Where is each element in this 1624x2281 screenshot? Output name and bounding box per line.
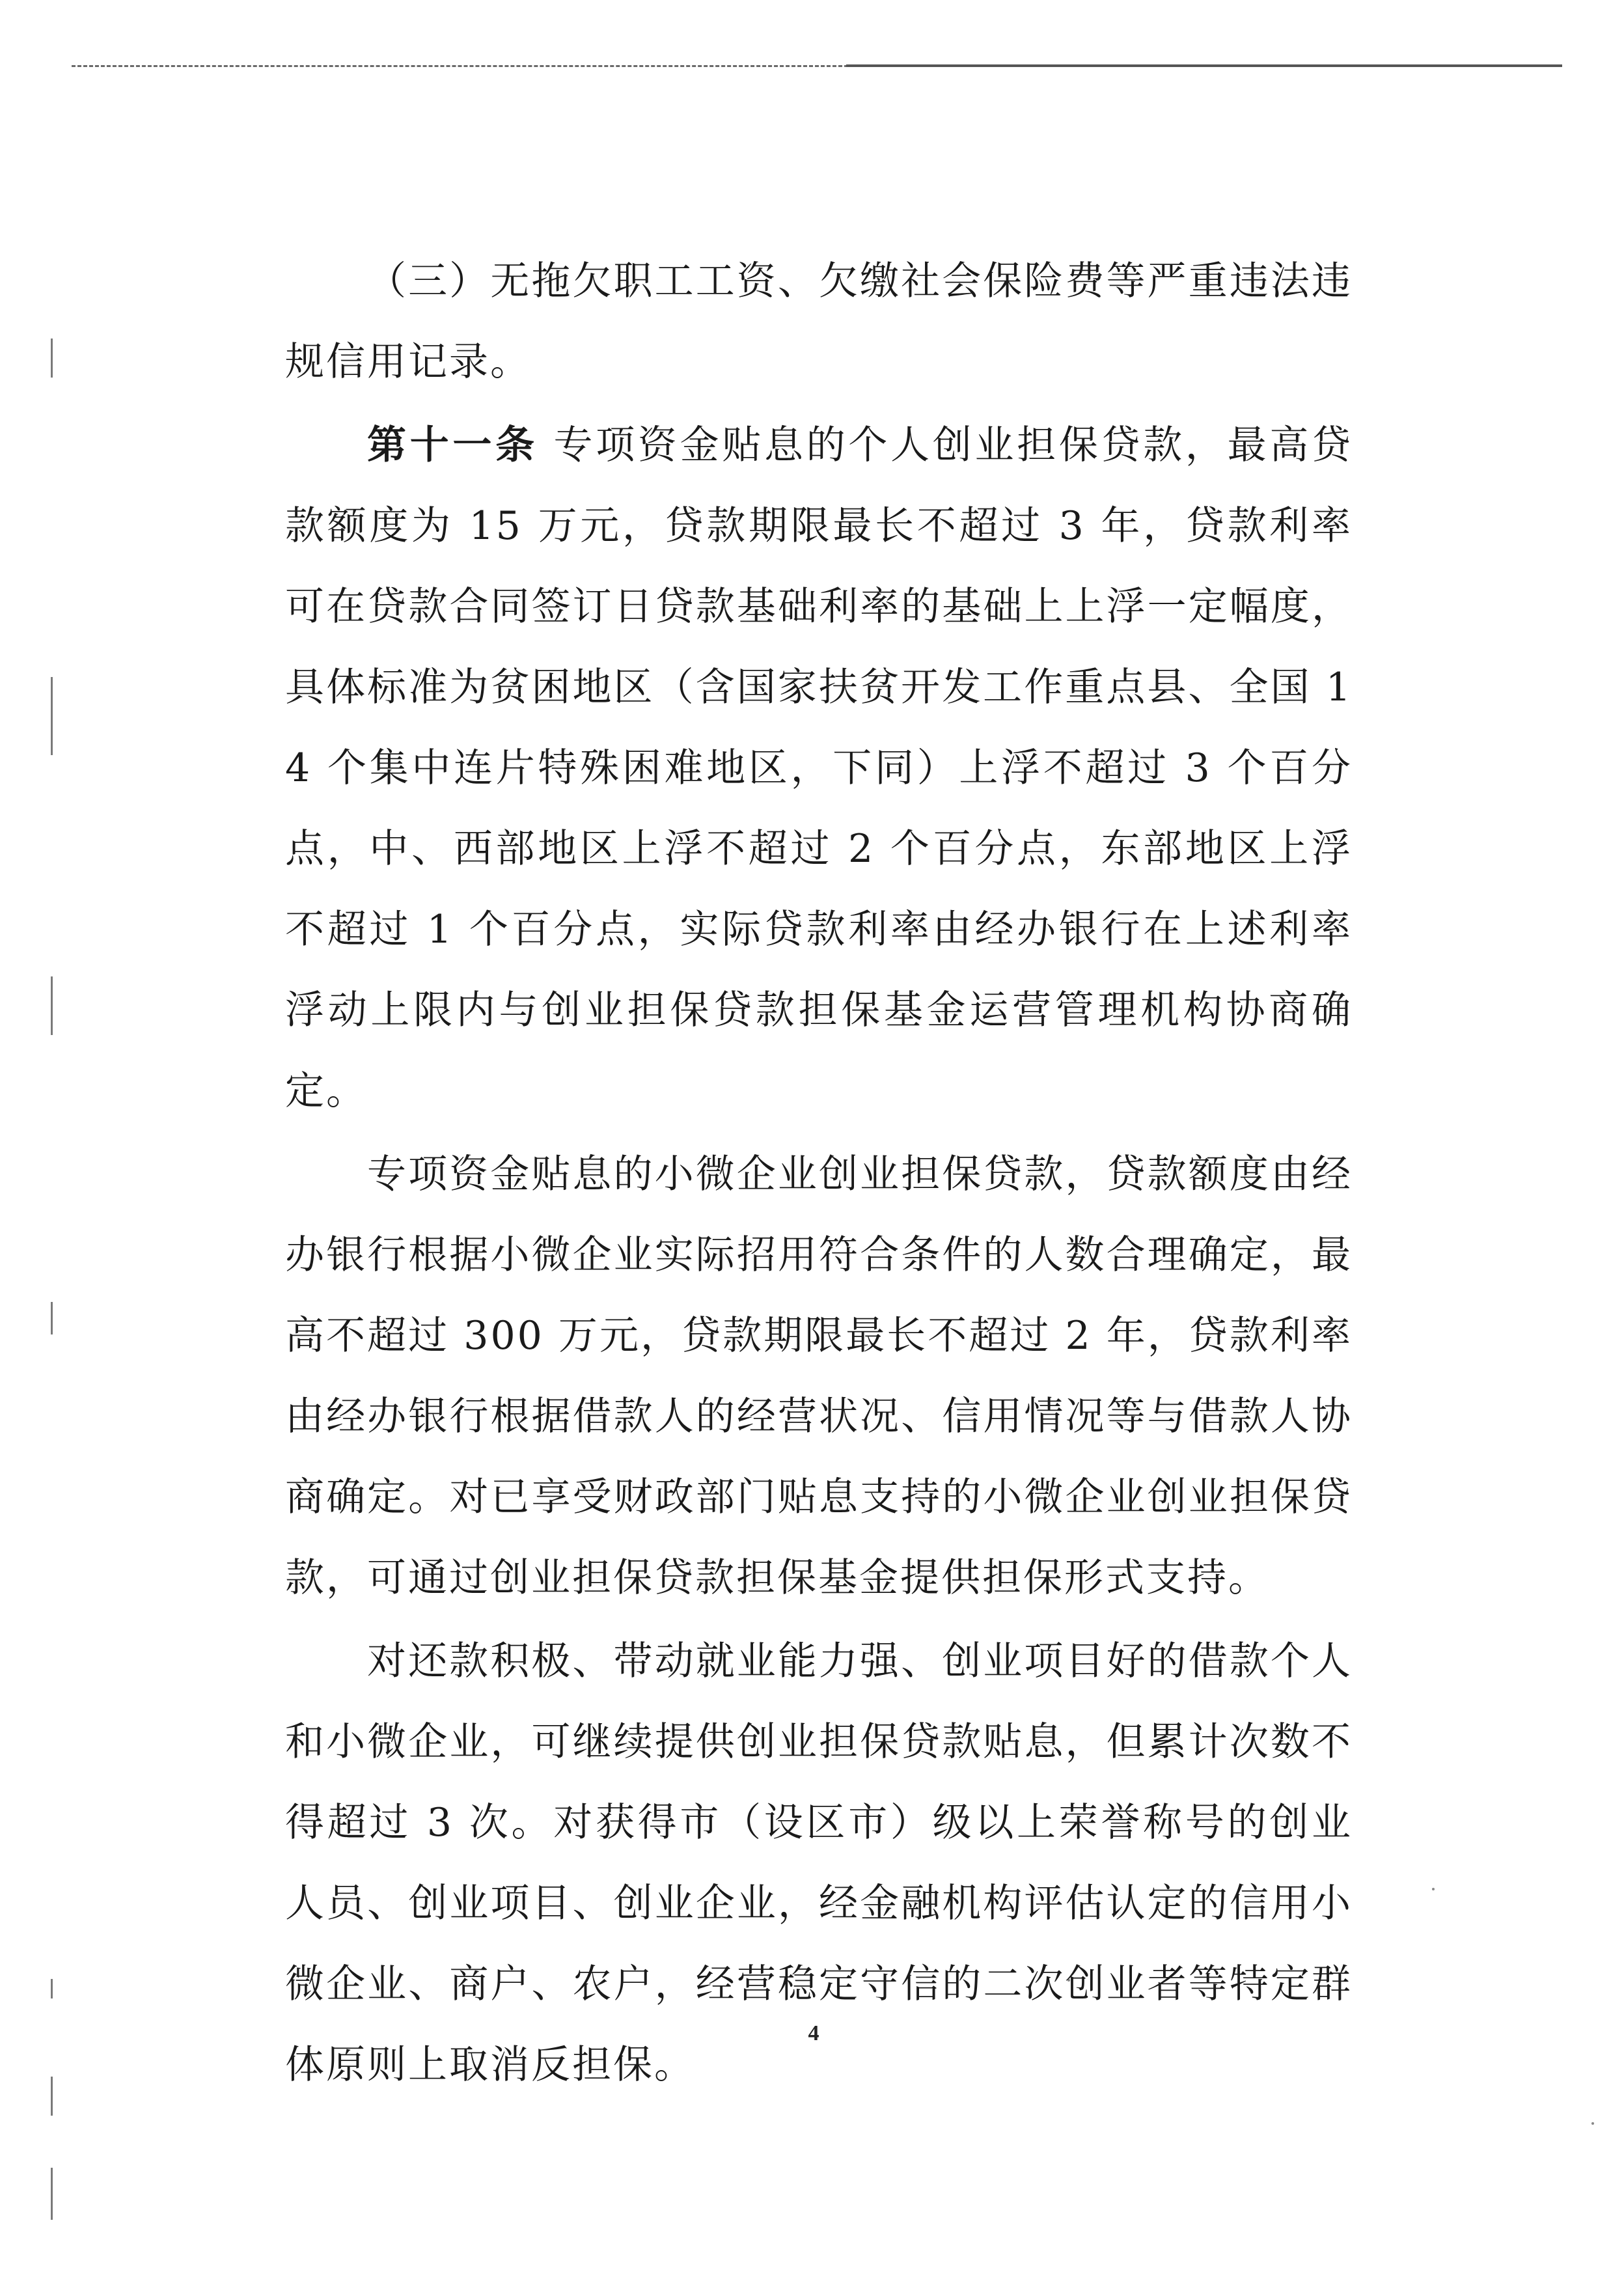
scan-speck: [1591, 2122, 1594, 2125]
binding-mark: [51, 2168, 53, 2220]
binding-mark: [51, 1302, 53, 1334]
document-body: [285, 241, 1353, 2105]
binding-mark: [51, 2077, 53, 2116]
header-solid-rule: [846, 64, 1562, 67]
paragraph-small-micro: [285, 1134, 1353, 1618]
binding-mark: [51, 339, 53, 378]
binding-mark: [51, 1979, 53, 1998]
paragraph-article-11: [285, 405, 1353, 1131]
binding-mark: [51, 976, 53, 1035]
paragraph-text: 专项资金贴息的个人创业担保贷款，最高贷款额度为 15 万元，贷款期限最长不超过 3 年，贷款利率可在贷款合同签订日贷款基础利率的基础上上浮一定幅度，具体标准为贫困地区（含国家扶贫开发工作重点县、全国 14 个集中连片特殊困难地区，下同）上浮不超过 3 个百分点，中、西部地区上浮不超过 2 个百分点，东部地区上浮不超过 1 个百分点，实际贷款利率由经办银行在上述利率浮动上限内与创业担保贷款担保基金运营管理机构协商确定。: [285, 422, 1353, 1114]
paragraph-text: 对还款积极、带动就业能力强、创业项目好的借款个人和小微企业，可继续提供创业担保贷款贴息，但累计次数不得超过 3 次。对获得市（设区市）级以上荣誉称号的创业人员、创业项目、创业企业，经金融机构评估认定的信用小微企业、商户、农户，经营稳定守信的二次创业者等特定群体原则上取消反担保。: [285, 1638, 1353, 2088]
binding-mark: [51, 677, 53, 755]
paragraph-text: 专项资金贴息的小微企业创业担保贷款，贷款额度由经办银行根据小微企业实际招用符合条件的人数合理确定，最高不超过 300 万元，贷款期限最长不超过 2 年，贷款利率由经办银行根据借款人的经营状况、信用情况等与借款人协商确定。对已享受财政部门贴息支持的小微企业创业担保贷款，可通过创业担保贷款担保基金提供担保形式支持。: [285, 1152, 1353, 1601]
article-label: 第十一条: [367, 422, 538, 468]
paragraph-clause-3: [285, 241, 1353, 402]
paragraph-text: （三）无拖欠职工工资、欠缴社会保险费等严重违法违规信用记录。: [285, 258, 1353, 385]
scan-speck: [1432, 1888, 1435, 1890]
page-number: 4: [808, 2021, 819, 2045]
